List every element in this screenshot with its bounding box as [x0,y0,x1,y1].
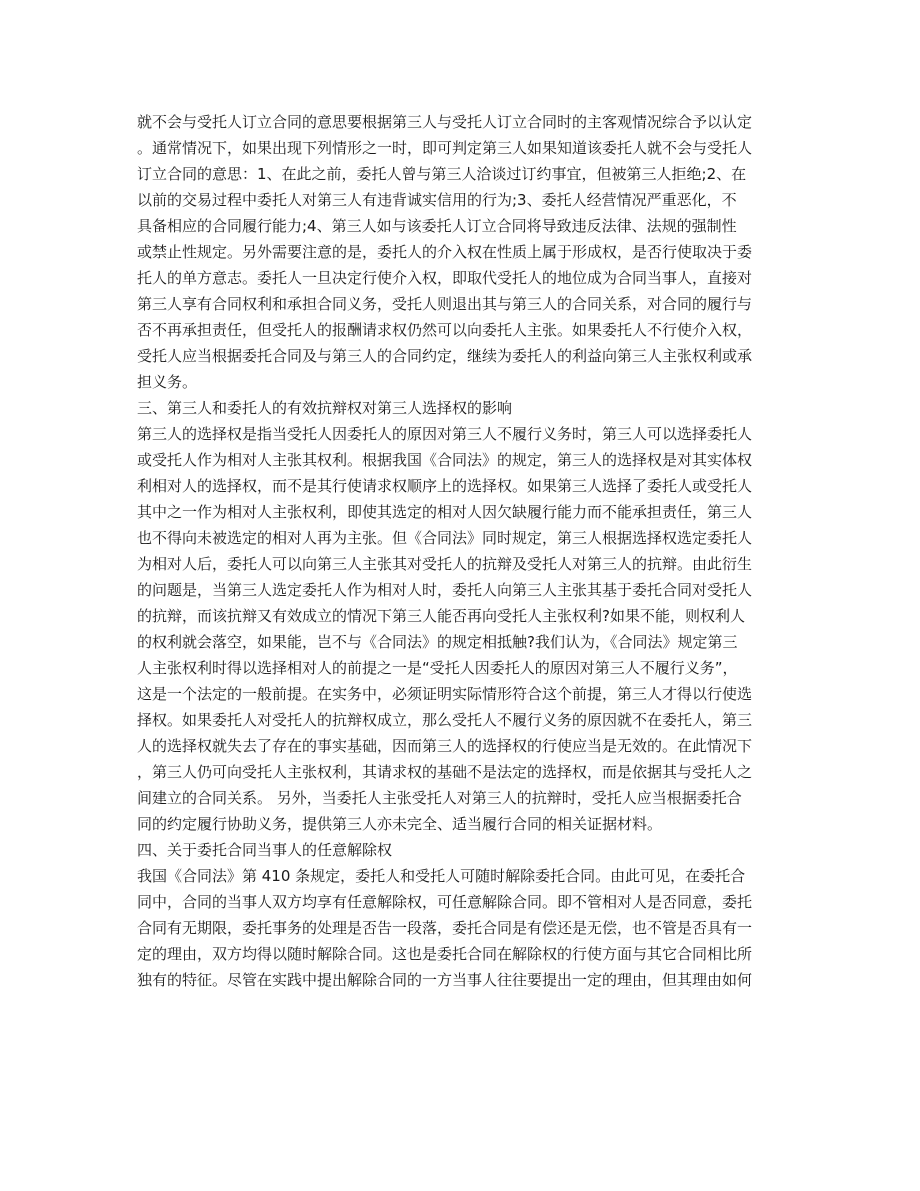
text-line: 担义务。 [137,373,198,391]
text-line: 合同有无期限，委托事务的处理是否告一段落，委托合同是有偿还是无偿，也不管是否具有一 [137,919,753,937]
text-line: 这是一个法定的一般前提。在实务中，必须证明实际情形符合这个前提，第三人才得以行使选 [137,685,753,703]
text-line: 或禁止性规定。另外需要注意的是，委托人的介入权在性质上属于形成权，是否行使取决于委 [137,243,753,261]
document-body [137,109,787,993]
text-line: ，第三人仍可向受托人主张权利，其请求权的基础不是法定的选择权，而是依据其与受托人之 [137,763,753,781]
text-line: 以前的交易过程中委托人对第三人有违背诚实信用的行为;3、委托人经营情况严重恶化，不 [137,191,737,209]
section-heading-4: 四、关于委托合同当事人的任意解除权 [137,841,393,859]
text-line: 同中，合同的当事人双方均享有任意解除权，可任意解除合同。即不管相对人是否同意，委托 [137,893,753,911]
text-line: 第三人的选择权是指当受托人因委托人的原因对第三人不履行义务时，第三人可以选择委托人 [137,425,753,443]
text-line: 也不得向未被选定的相对人再为主张。但《合同法》同时规定，第三人根据选择权选定委托人 [137,529,753,547]
text-line: 为相对人后，委托人可以向第三人主张其对受托人的抗辩及受托人对第三人的抗辩。由此衍生 [137,555,753,573]
text-line: 就不会与受托人订立合同的意思要根据第三人与受托人订立合同时的主客观情况综合予以认定 [137,113,753,131]
text-line: 订立合同的意思：1、在此之前，委托人曾与第三人洽谈过订约事宜，但被第三人拒绝;2、在 [137,165,747,183]
text-line: 。通常情况下，如果出现下列情形之一时，即可判定第三人如果知道该委托人就不会与受托人 [137,139,753,157]
text-line: 第三人享有合同权利和承担合同义务，受托人则退出其与第三人的合同关系，对合同的履行与 [137,295,753,313]
text-line: 人主张权利时得以选择相对人的前提之一是“受托人因委托人的原因对第三人不履行义务”， [137,659,738,677]
text-line: 我国《合同法》第 410 条规定，委托人和受托人可随时解除委托合同。由此可见，在委托合 [137,867,746,885]
section-heading-3: 三、第三人和委托人的有效抗辩权对第三人选择权的影响 [137,399,513,417]
text-line: 其中之一作为相对人主张权利，即使其选定的相对人因欠缺履行能力而不能承担责任，第三人 [137,503,753,521]
text-line: 的抗辩，而该抗辩又有效成立的情况下第三人能否再向受托人主张权利?如果不能，则权利人 [137,607,745,625]
text-line: 否不再承担责任，但受托人的报酬请求权仍然可以向委托人主张。如果委托人不行使介入权， [137,321,753,339]
text-line: 定的理由，双方均得以随时解除合同。这也是委托合同在解除权的行使方面与其它合同相比所 [137,945,753,963]
text-line: 托人的单方意志。委托人一旦决定行使介入权，即取代受托人的地位成为合同当事人，直接对 [137,269,753,287]
text-line: 的问题是，当第三人选定委托人作为相对人时，委托人向第三人主张其基于委托合同对受托人 [137,581,753,599]
text-line: 同的约定履行协助义务，提供第三人亦未完全、适当履行合同的相关证据材料。 [137,815,663,833]
text-line: 利相对人的选择权，而不是其行使请求权顺序上的选择权。如果第三人选择了委托人或受托人 [137,477,753,495]
text-line: 独有的特征。尽管在实践中提出解除合同的一方当事人往往要提出一定的理由，但其理由如何 [137,971,753,989]
text-line: 择权。如果委托人对受托人的抗辩权成立，那么受托人不履行义务的原因就不在委托人，第三 [137,711,753,729]
text-line: 的权利就会落空，如果能，岂不与《合同法》的规定相抵触?我们认为，《合同法》规定第三 [137,633,738,651]
text-line: 具备相应的合同履行能力;4、第三人如与该委托人订立合同将导致违反法律、法规的强制性 [137,217,737,235]
text-line: 或受托人作为相对人主张其权利。根据我国《合同法》的规定，第三人的选择权是对其实体权 [137,451,753,469]
text-line: 受托人应当根据委托合同及与第三人的合同约定，继续为委托人的利益向第三人主张权利或承 [137,347,753,365]
text-line: 间建立的合同关系。 另外，当委托人主张受托人对第三人的抗辩时，受托人应当根据委托合 [137,789,742,807]
text-line: 人的选择权就失去了存在的事实基础，因而第三人的选择权的行使应当是无效的。在此情况下 [137,737,753,755]
